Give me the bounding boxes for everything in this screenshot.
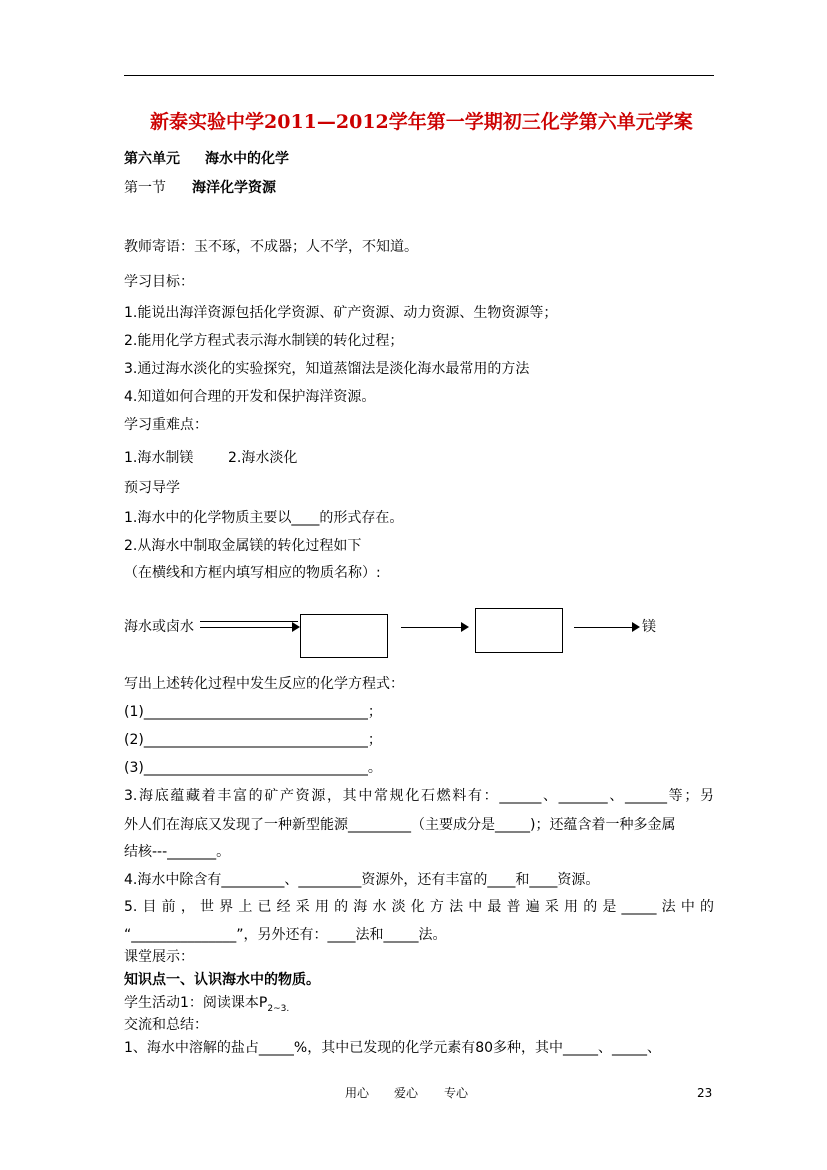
goals-heading: 学习目标： [124, 274, 194, 290]
arrow-line [401, 627, 461, 628]
goal-item: 4.知道如何合理的开发和保护海洋资源。 [124, 389, 376, 405]
arrow-icon [461, 622, 469, 632]
question-3-line: 3.海底蕴藏着丰富的矿产资源，其中常规化石燃料有：______、_______、______等；另 [124, 788, 714, 804]
page-title: 新泰实验中学2011—2012学年第一学期初三化学第六单元学案 [150, 111, 693, 133]
activity-pages: 2~3. [267, 1003, 290, 1014]
classroom-heading: 课堂展示： [124, 949, 194, 965]
answer-box[interactable] [300, 614, 388, 658]
section-title: 海洋化学资源 [192, 180, 276, 196]
arrow-line [574, 627, 632, 628]
goal-item: 1.能说出海洋资源包括化学资源、矿产资源、动力资源、生物资源等； [124, 305, 558, 321]
footer-motto: 用心 [345, 1086, 370, 1100]
equation-blank[interactable]: (1)________________________________； [124, 704, 382, 720]
fill-instruction: （在横线和方框内填写相应的物质名称）: [124, 565, 381, 581]
footer-motto: 专心 [444, 1086, 469, 1100]
question-4: 4.海水中除含有_________、_________资源外，还有丰富的____和____资源。 [124, 872, 600, 888]
arrow-line [200, 627, 292, 628]
answer-line [200, 621, 298, 622]
key-point: 2.海水淡化 [228, 450, 298, 466]
arrow-icon [292, 622, 300, 632]
section-label: 第一节 [124, 180, 166, 196]
page-number: 23 [697, 1086, 713, 1100]
goal-item: 2.能用化学方程式表示海水制镁的转化过程； [124, 333, 404, 349]
header-rule [124, 75, 714, 76]
equation-blank[interactable]: (3)________________________________。 [124, 760, 382, 776]
preview-question: 1.海水中的化学物质主要以____的形式存在。 [124, 510, 404, 526]
question-3-line: 外人们在海底又发现了一种新型能源_________（主要成分是_____)；还蕴含着一种多金属 [124, 817, 676, 833]
diagram-start-label: 海水或卤水 [124, 619, 194, 635]
teacher-motto: 教师寄语：玉不琢，不成器；人不学，不知道。 [124, 239, 418, 255]
activity-text: 学生活动1：阅读课本P [124, 995, 268, 1011]
question-5-line: 5.目前，世界上已经采用的海水淡化方法中最普遍采用的是_____法中的 [124, 899, 714, 915]
key-heading: 学习重难点： [124, 417, 208, 433]
answer-box[interactable] [475, 608, 563, 653]
question-5-line: “_______________”，另外还有：____法和_____法。 [124, 927, 447, 943]
summary-item-1: 1、海水中溶解的盐占_____%，其中已发现的化学元素有80多种，其中_____、_____、 [124, 1040, 662, 1056]
preview-heading: 预习导学 [124, 480, 180, 496]
question-3-line: 结核---_______。 [124, 844, 231, 860]
goal-item: 3.通过海水淡化的实验探究，知道蒸馏法是淡化海水最常用的方法 [124, 361, 530, 377]
unit-title: 海水中的化学 [205, 151, 289, 167]
discussion-heading: 交流和总结： [124, 1017, 208, 1033]
arrow-icon [632, 622, 640, 632]
key-point: 1.海水制镁 [124, 450, 194, 466]
knowledge-point-1: 知识点一、认识海水中的物质。 [124, 972, 320, 988]
preview-question: 2.从海水中制取金属镁的转化过程如下 [124, 538, 362, 554]
equations-heading: 写出上述转化过程中发生反应的化学方程式： [124, 676, 404, 692]
diagram-end-label: 镁 [642, 619, 656, 635]
student-activity [124, 996, 289, 1014]
footer-motto: 爱心 [394, 1086, 419, 1100]
unit-label: 第六单元 [124, 151, 180, 167]
equation-blank[interactable]: (2)________________________________； [124, 732, 382, 748]
